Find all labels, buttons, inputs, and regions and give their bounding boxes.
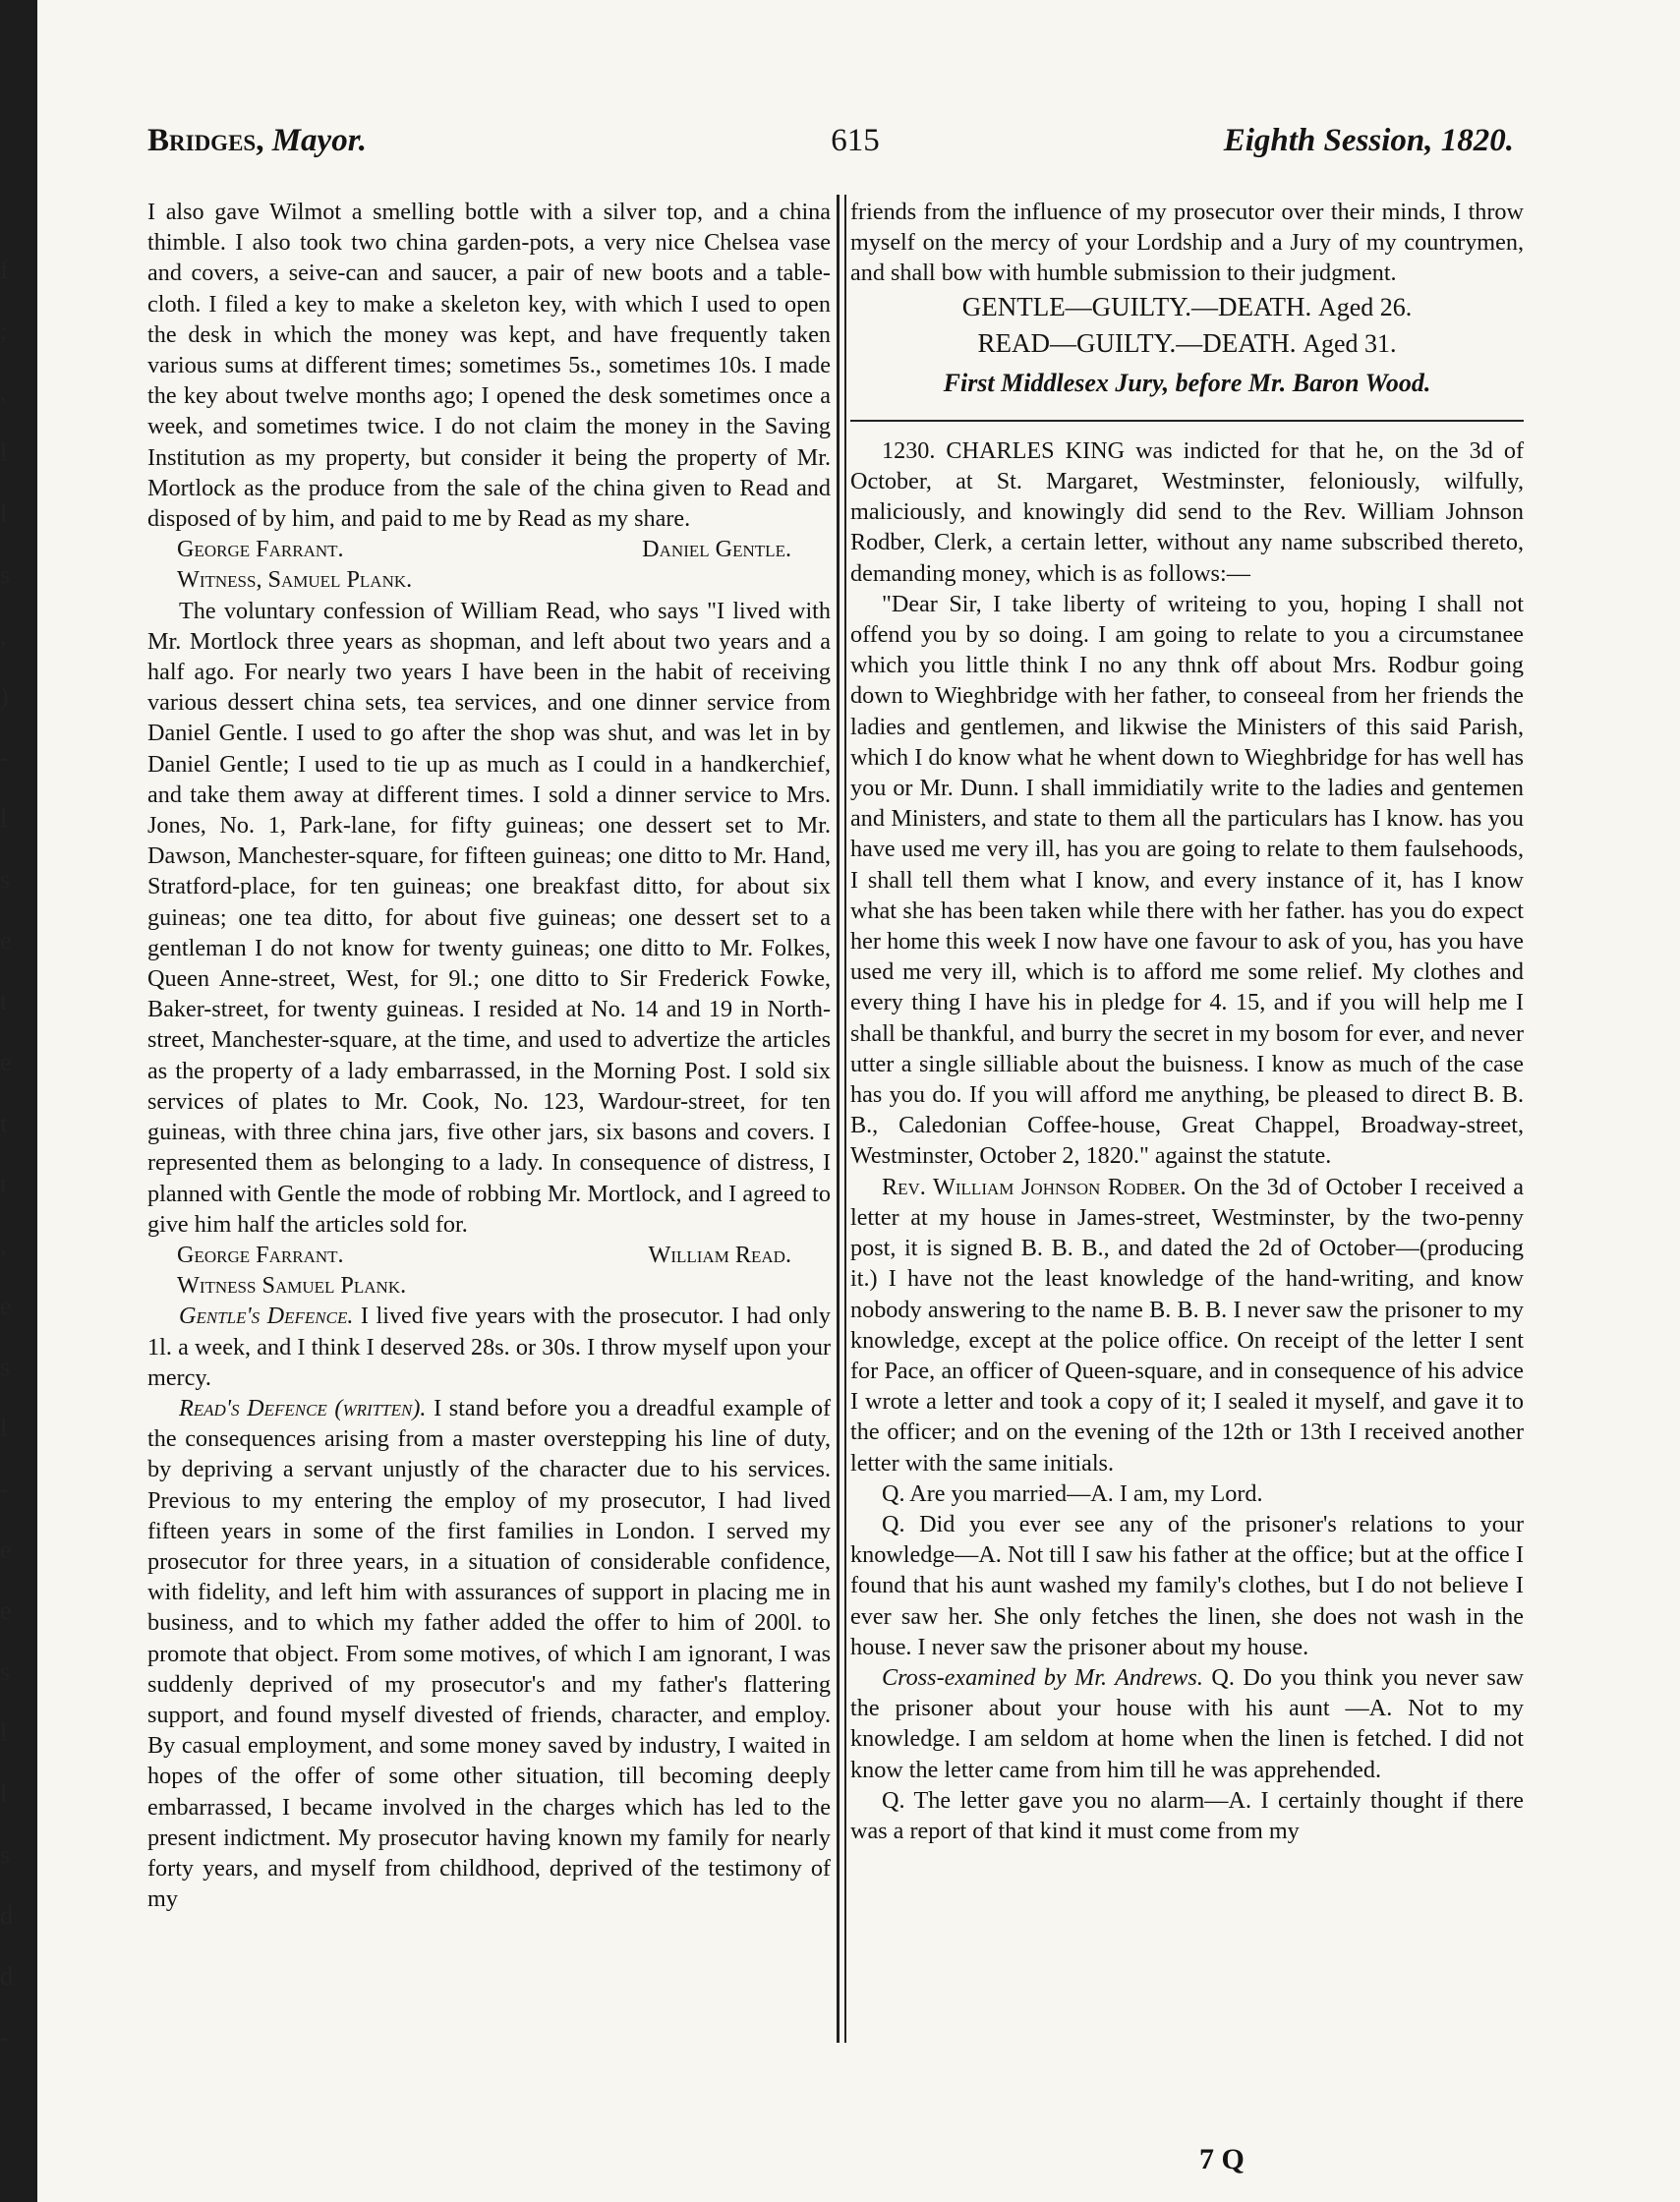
margin-mark: e xyxy=(0,1048,12,1076)
page-number: 615 xyxy=(831,123,880,158)
margin-mark: , xyxy=(0,377,7,406)
margin-mark: l xyxy=(0,438,8,467)
margin-mark: s xyxy=(0,865,11,894)
margin-mark: - xyxy=(0,2023,9,2052)
printer-signature-mark: 7 Q xyxy=(1199,2143,1245,2175)
signatory-left: George Farrant. xyxy=(177,1241,344,1268)
margin-mark: t xyxy=(0,1170,8,1198)
margin-mark: ; xyxy=(0,317,8,345)
running-head-left: Bridges, Mayor. xyxy=(147,123,367,158)
margin-bleed-marks xyxy=(0,256,39,2084)
margin-mark: l xyxy=(0,1718,8,1747)
cross-examination-paragraph: Cross-examined by Mr. Andrews. Q. Do you think you never saw the prisoner about your house with his aunt —A. Not to my knowledge. I am seldom at home when the linen is fetched. I did not know the letter came from him till he was apprehended. xyxy=(850,1663,1524,1783)
confession-read-paragraph: The voluntary confession of William Read, who says "I lived with Mr. Mortlock three years as shopman, and left about two years and a half ago. For nearly two years I have been in the habit of receiving various dessert china sets, tea services, and one dinner service from Daniel Gentle. I used to go after the shop was shut, and was let in by Daniel Gentle; I used to tie up as much as I could in a handkerchief, and take them away at different times. I sold a dinner service to Mrs. Jones, No. 1, Park-lane, for fifty guineas; one dessert set to Mr. Dawson, Manchester-square, for fifteen guineas; one ditto to Mr. Hand, Stratford-place, for ten guineas; one breakfast ditto, for about six guineas; one tea ditto, for about five guineas; one dessert set to a gentleman I do not know for twenty guineas; one ditto to Mr. Folkes, Queen Anne-street, West, for 9l.; one ditto to Sir Frederick Fowke, Baker-street, for twenty guineas. I resided at No. 14 and 19 in North-street, Manchester-square, at the time, and used to advertize the articles as the property of a lady embarrassed, in the Morning Post. I sold six services of plates to Mr. Cook, No. 123, Wardour-street, for ten guineas, with three china jars, five other jars, six basons and covers. I represented them as belonging to a lady. In consequence of distress, I planned with Gentle the mode of robbing Mr. Mortlock, and I agreed to give him half the articles sold for. xyxy=(147,597,831,1238)
running-head-right: Eighth Session, 1820. xyxy=(1223,123,1514,158)
signature-row xyxy=(147,1240,831,1270)
defence-label: Read's Defence (written). xyxy=(179,1394,427,1421)
margin-mark: ) xyxy=(0,682,9,711)
margin-mark: s xyxy=(0,1657,11,1686)
margin-mark: l xyxy=(0,499,8,528)
witness-name: Rev. William Johnson Rodber. xyxy=(882,1173,1187,1200)
margin-mark: s xyxy=(0,1840,11,1869)
margin-mark: t xyxy=(0,987,8,1015)
qa-paragraph: Q. Did you ever see any of the prisoner's relations to your knowledge—A. Not till I saw his father at the office; but at the office I found that his aunt washed my family's clothes, but I do not believe I ever saw her. She only fetches the linen, she does not wash in the house. I never saw the prisoner about my house. xyxy=(850,1510,1524,1660)
signatory-right: Daniel Gentle. xyxy=(642,536,791,563)
defence-label: Gentle's Defence. xyxy=(179,1303,354,1330)
letter-paragraph: "Dear Sir, I take liberty of writeing to you, hoping I shall not offend you by so doing. I am going to relate to you a circumstanee which you little think I no any thnk off about Mrs. Rodbur going down to Wieghbridge with her father, to conseeal from her friends the ladies and gentlemen, and likwise the Ministers of this said Parish, which I do know what he whent down to Wieghbridge for has well has you or Mr. Dunn. I shall immidiatily write to the ladies and gentemen and Ministers, and state to them all the particulars has I know. has you have used me very ill, has you are going to relate to them faulsehoods, I shall tell them what I know, and every instance of it, has I know what she has been taken while there with her father. has you do expect her home this week I now have one favour to ask of you, has you have used me very ill, which is to afford me some relief. My clothes and every thing I have his in pledge for 4. 15, and if you will help me I shall be thankful, and burry the secret in my bosom for ever, and never utter a single silliable about the buisness. I know as much of the case has you do. If you will afford me anything, be pleased to direct B. B. B., Caledonian Coffee-house, Great Chappel, Broadway-street, Westminster, October 2, 1820." against the statute. xyxy=(850,590,1524,1170)
margin-mark: d xyxy=(0,1901,13,1930)
column-divider xyxy=(837,195,846,2043)
qa-paragraph: Q. The letter gave you no alarm—A. I certainly thought if there was a report of that kind it must come from my xyxy=(850,1786,1524,1844)
court-line: First Middlesex Jury, before Mr. Baron Wood. xyxy=(943,368,1431,397)
margin-mark: - xyxy=(0,1475,9,1503)
case-intro-paragraph: 1230. CHARLES KING was indicted for that he, on the 3d of October, at St. Margaret, Westminster, feloniously, wilfully, maliciously, and knowingly did send to the Rev. William Johnson Rodber, Clerk, a certain letter, without any name subscribed thereto, demanding money, which is as follows:— xyxy=(850,436,1524,587)
witness-line: Witness, Samuel Plank. xyxy=(177,566,413,594)
witness-line: Witness Samuel Plank. xyxy=(177,1272,407,1300)
signatory-left: George Farrant. xyxy=(177,536,344,563)
testimony-paragraph: Rev. William Johnson Rodber. On the 3d of October I received a letter at my house in James-street, Westminster, by the two-penny post, it is signed B. B. B., and dated the 2d of October—(producing it.) I have not the least knowledge of the hand-writing, and know nobody answering to the name B. B. B. I never saw the prisoner to my knowledge, except at the police office. On receipt of the letter I sent for Pace, an officer of Queen-square, and in consequence of his advice I wrote a letter and took a copy of it; I sealed it myself, and gave it to the officer; and on the evening of the 12th or 13th I received another letter with the same initials. xyxy=(850,1173,1525,1477)
margin-mark: s xyxy=(0,1353,11,1381)
margin-mark: e xyxy=(0,926,12,955)
margin-mark: l xyxy=(0,804,8,833)
margin-mark: e xyxy=(0,1536,12,1564)
verdict-line: GENTLE—GUILTY.—DEATH. Aged 26. xyxy=(961,291,1413,321)
confession-gentle-paragraph: I also gave Wilmot a smelling bottle with a silver top, and a china thimble. I also took two china garden-pots, a very nice Chelsea vase and covers, a seive-can and saucer, a pair of new boots and a table-cloth. I filed a key to make a skeleton key, with which I used to open the desk in which the money was kept, and have frequently taken various sums at different times; sometimes 5s., sometimes 10s. I made the key about twelve months ago; I opened the desk sometimes once a week, and sometimes twice. I do not claim the money in the Saving Institution as my property, but consider it being the property of Mr. Mortlock as the produce from the sale of the china given to Read and disposed of by him, and paid to me by Read as my share. xyxy=(147,199,831,533)
gentle-defence-paragraph: Gentle's Defence. I lived five years with the prosecutor. I had only 1l. a week, and I think I deserved 28s. or 30s. I throw myself upon your mercy. xyxy=(147,1303,831,1391)
margin-mark: t xyxy=(0,1109,8,1137)
margin-mark: - xyxy=(0,743,9,772)
margin-mark: e xyxy=(0,1292,12,1320)
left-column xyxy=(147,197,831,1914)
margin-mark: , xyxy=(0,621,7,650)
margin-mark: d xyxy=(0,1962,13,1991)
margin-mark: l xyxy=(0,1414,8,1442)
defence-continuation-paragraph: friends from the influence of my prosecutor over their minds, I throw myself on the mercy of your Lordship and a Jury of my countrymen, and shall bow with humble submission to their judgment. xyxy=(850,199,1524,287)
margin-mark: f xyxy=(0,256,9,284)
margin-mark: e xyxy=(0,1596,12,1625)
read-defence-paragraph: Read's Defence (written). I stand before you a dreadful example of the consequences arising from a master overstepping his line of duty, by depriving a servant unjustly of the character due to his services. Previous to my entering the employ of my prosecutor, I had lived fifteen years in some of the first families in London. I served my prosecutor for three years, in a situation of considerable confidence, with fidelity, and left him with assurances of support in placing me in business, and to which my father added the offer to him of 200l. to promote that object. From some motives, of which I am ignorant, I was suddenly deprived of my prosecutor's and my father's flattering support, and found myself divested of friends, character, and employ. By casual employment, and some money saved by industry, I waited in hopes of the offer of some other situation, till becoming deeply embarrassed, I became involved in the charges which has led to the present indictment. My prosecutor having known my family for nearly forty years, and myself from childhood, deprived of the testimony of my xyxy=(147,1394,832,1913)
section-rule xyxy=(850,420,1524,422)
signature-row xyxy=(147,534,831,564)
qa-paragraph: Q. Are you married—A. I am, my Lord. xyxy=(882,1479,1263,1507)
right-column xyxy=(850,197,1524,1846)
margin-mark: l xyxy=(0,1779,8,1808)
verdict-line: READ—GUILTY.—DEATH. Aged 31. xyxy=(977,327,1397,358)
signatory-right: William Read. xyxy=(648,1241,791,1268)
margin-mark: s xyxy=(0,560,11,589)
page-header xyxy=(147,123,1514,178)
cross-label: Cross-examined by Mr. Andrews. xyxy=(882,1663,1203,1691)
margin-mark: , xyxy=(0,1231,7,1259)
